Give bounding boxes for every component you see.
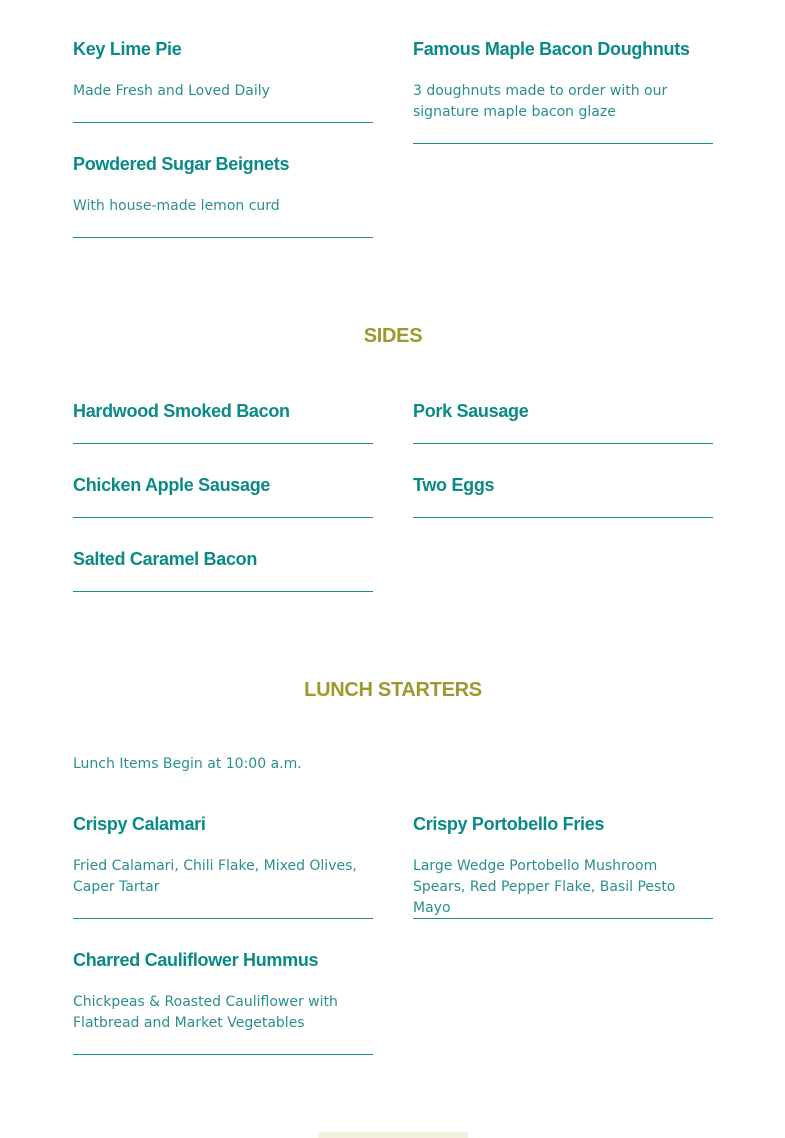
item-divider: [413, 443, 713, 444]
item-divider: [73, 591, 373, 592]
menu-item-title: Crispy Calamari: [73, 814, 206, 834]
menu-item-description: 3 doughnuts made to order with our signature maple bacon glaze: [413, 83, 668, 120]
item-divider: [73, 443, 373, 444]
item-divider: [73, 918, 373, 919]
menu-item-title: Chicken Apple Sausage: [73, 475, 271, 495]
menu-item-description: Made Fresh and Loved Daily: [73, 83, 270, 99]
menu-item-title: Two Eggs: [413, 475, 495, 495]
section-heading-lunch-starters: LUNCH STARTERS: [304, 679, 482, 701]
menu-item-description: With house-made lemon curd: [73, 198, 280, 214]
menu-item-title: Famous Maple Bacon Doughnuts: [413, 39, 690, 59]
item-divider: [413, 143, 713, 144]
menu-item-title: Salted Caramel Bacon: [73, 549, 258, 569]
menu-item-title: Powdered Sugar Beignets: [73, 154, 290, 174]
menu-item-title: Hardwood Smoked Bacon: [73, 401, 290, 421]
menu-item-title: Pork Sausage: [413, 401, 529, 421]
section-heading-sides: SIDES: [363, 325, 423, 347]
item-divider: [73, 122, 373, 123]
menu-item-title: Crispy Portobello Fries: [413, 814, 605, 834]
item-divider: [413, 517, 713, 518]
item-divider: [73, 1054, 373, 1055]
next-section-heading-cutoff: [318, 1132, 468, 1138]
item-divider: [73, 237, 373, 238]
lunch-note: Lunch Items Begin at 10:00 a.m.: [73, 756, 302, 772]
menu-item-description: Large Wedge Portobello Mushroom Spears, Red Pepper Flake, Basil Pesto Mayo: [413, 858, 676, 916]
menu-item-title: Charred Cauliflower Hummus: [73, 950, 319, 970]
item-divider: [413, 918, 713, 919]
item-divider: [73, 517, 373, 518]
menu-item-description: Fried Calamari, Chili Flake, Mixed Olives, Caper Tartar: [73, 858, 357, 895]
menu-item-title: Key Lime Pie: [73, 39, 182, 59]
menu-item-description: Chickpeas & Roasted Cauliflower with Flatbread and Market Vegetables: [73, 994, 338, 1031]
